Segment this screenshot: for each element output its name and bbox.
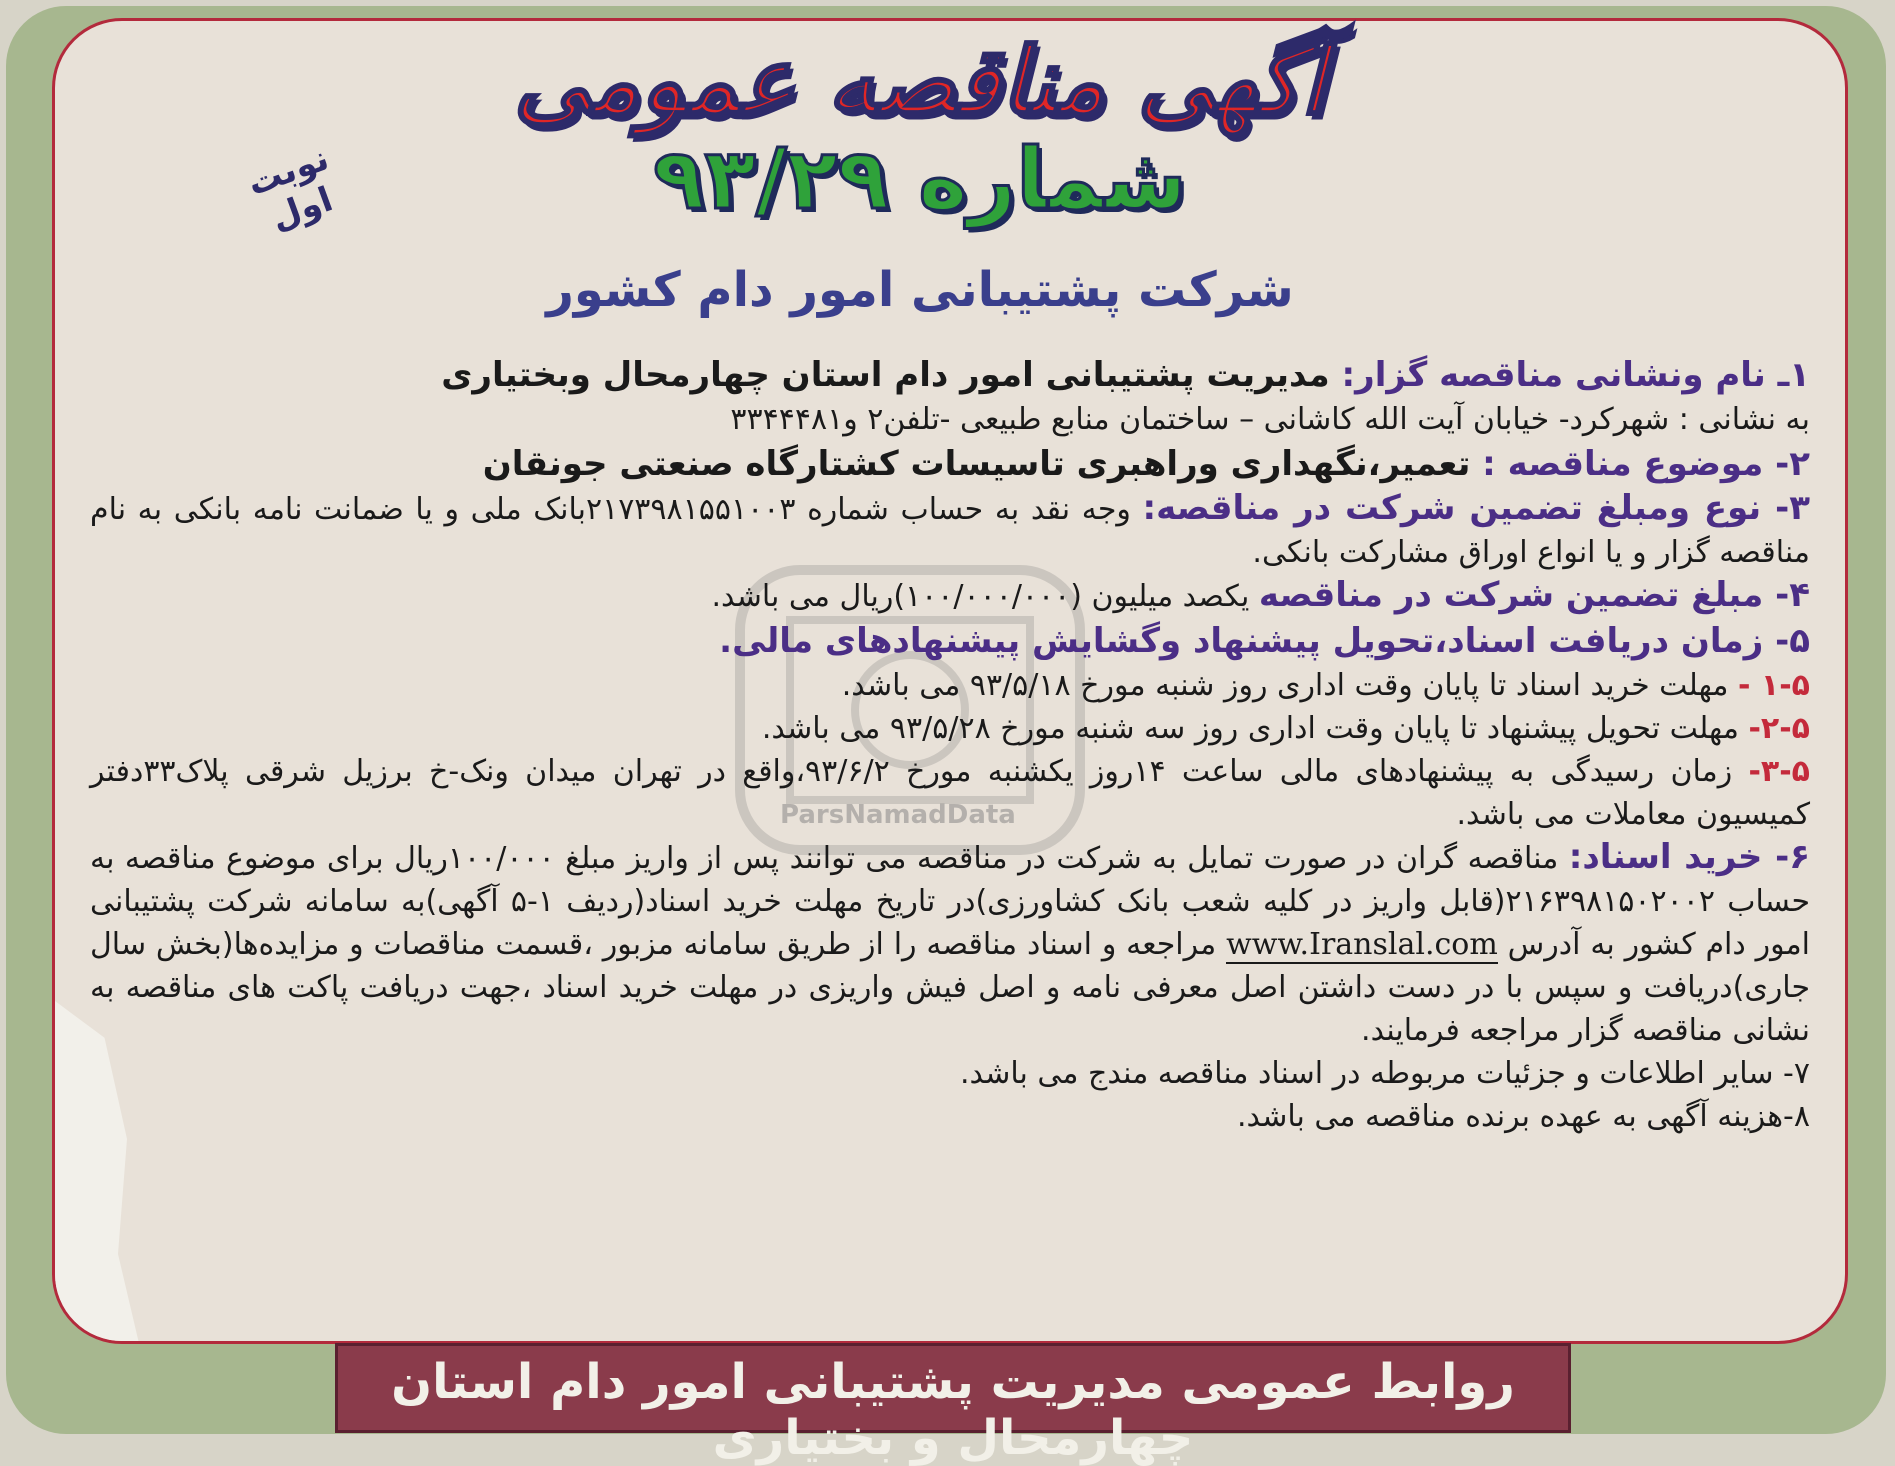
item-8: ۸-هزینه آگهی به عهده برنده مناقصه می باشد. <box>1236 1099 1810 1134</box>
item-4-label: ۴- مبلغ تضمین شرکت در مناقصه <box>1258 575 1810 615</box>
item-6-label: ۶- خرید اسناد: <box>1568 837 1810 877</box>
item-5-2-value: مهلت تحویل پیشنهاد تا پایان وقت اداری روز سه شنبه مورخ ۹۳/۵/۲۸ می باشد. <box>761 711 1749 746</box>
company-name: شرکت پشتیبانی امور دام کشور <box>546 262 1294 318</box>
item-5-2-label: ۲-۵- <box>1748 711 1810 746</box>
item-5-3-label: ۳-۵- <box>1748 754 1810 789</box>
item-5-3-value: زمان رسیدگی به پیشنهادهای مالی ساعت ۱۴روز یکشنبه مورخ ۹۳/۶/۲،واقع در تهران میدان ونک-خ برزیل شرقی پلاک۳۳دفتر کمیسیون معاملات می باشد. <box>90 754 1810 832</box>
item-4 <box>90 574 1810 618</box>
item-5-heading: ۵- زمان دریافت اسناد،تحویل پیشنهاد وگشایش پیشنهادهای مالی. <box>719 621 1810 661</box>
item-5-1-value: مهلت خرید اسناد تا پایان وقت اداری روز شنبه مورخ ۹۳/۵/۱۸ می باشد. <box>841 668 1739 703</box>
notice-body <box>90 352 1810 1138</box>
item-3 <box>90 487 1810 574</box>
item-3-value: وجه نقد به حساب شماره ۲۱۷۳۹۸۱۵۵۱۰۰۳بانک ملی و یا ضمانت نامه بانکی به نام مناقصه گزار و یا انواع اوراق مشارکت بانکی. <box>90 492 1810 570</box>
watermark-text: ParsNamadData <box>780 800 1016 830</box>
item-5-1 <box>90 664 1810 707</box>
item-6 <box>90 836 1810 1052</box>
item-5-1-label: ۱-۵ - <box>1738 668 1810 703</box>
item-6-value-a: مناقصه گران در صورت تمایل به شرکت در مناقصه می توانند پس از واریز مبلغ ۱۰۰/۰۰۰ریال برای موضوع مناقصه به حساب ۲۱۶۳۹۸۱۵۰۲۰۰۲(قابل واریز در کلیه شعب بانک کشاورزی)در تاریخ مهلت خرید اسناد(ردیف ۱-۵ آگهی)به سامانه شرکت پشتیبانی امور دام کشور به آدرس <box>90 841 1810 962</box>
item-1-address: به نشانی : شهرکرد- خیابان آیت الله کاشانی – ساختمان منابع طبیعی -تلفن۲ و۳۳۴۴۴۸۱ <box>730 402 1810 437</box>
item-7: ۷- سایر اطلاعات و جزئیات مربوطه در اسناد مناقصه مندج می باشد. <box>959 1056 1810 1091</box>
item-3-label: ۳- نوع ومبلغ تضمین شرکت در مناقصه: <box>1142 488 1810 528</box>
item-5-3 <box>90 750 1810 836</box>
notice-number: شماره ۹۳/۲۹ <box>653 130 1187 228</box>
item-1-value: مدیریت پشتیبانی امور دام استان چهارمحال وبختیاری <box>441 355 1342 395</box>
footer-banner <box>335 1343 1571 1466</box>
item-4-value: یکصد میلیون (۱۰۰/۰۰۰/۰۰۰)ریال می باشد. <box>711 579 1259 614</box>
item-2-value: تعمیر،نگهداری وراهبری تاسیسات کشتارگاه صنعتی جونقان <box>482 444 1483 484</box>
round-stamp: نوبت اول <box>242 138 338 239</box>
item-6-value-b: مراجعه و اسناد مناقصه را از طریق سامانه مزبور ،قسمت مناقصات و مزایده‌ها(بخش سال جاری)دریافت و سپس با در دست داشتن اصل معرفی نامه و اصل فیش واریزی در مهلت خرید اسناد ،جهت دریافت پاکت های مناقصه به نشانی مناقصه گزار مراجعه فرمایند. <box>90 927 1810 1048</box>
footer-text: روابط عمومی مدیریت پشتیبانی امور دام استان چهارمحال و بختیاری <box>391 1354 1515 1466</box>
item-2 <box>90 441 1810 487</box>
item-1 <box>90 352 1810 398</box>
notice-title: آگهی مناقصه عمومی <box>513 28 1327 135</box>
item-1-label: ۱ـ نام ونشانی مناقصه گزار: <box>1341 355 1810 395</box>
item-5-2 <box>90 707 1810 750</box>
item-2-label: ۲- موضوع مناقصه : <box>1482 444 1810 484</box>
website-link[interactable]: www.Iranslal.com <box>1226 927 1498 962</box>
